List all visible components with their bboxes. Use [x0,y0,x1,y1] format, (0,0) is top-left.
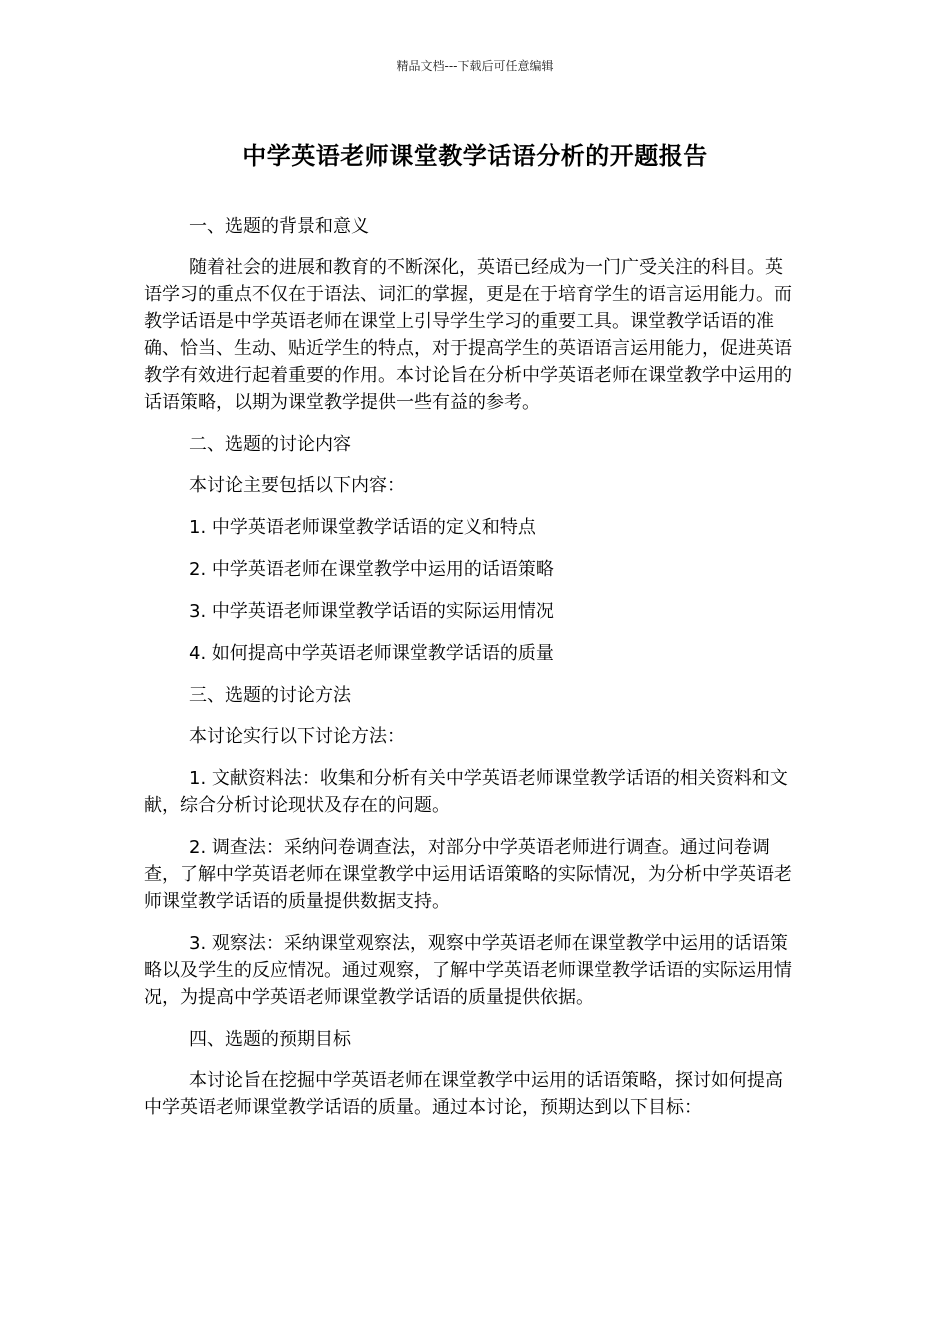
section-1-paragraph: 随着社会的进展和教育的不断深化，英语已经成为一门广受关注的科目。英语学习的重点不仅在于语法、词汇的掌握，更是在于培育学生的语言运用能力。而教学话语是中学英语老师在课堂上引导学生学习的重要工具。课堂教学话语的准确、恰当、生动、贴近学生的特点，对于提高学生的英语语言运用能力，促进英语教学有效进行起着重要的作用。本讨论旨在分析中学英语老师在课堂教学中运用的话语策略，以期为课堂教学提供一些有益的参考。 [144,257,792,413]
section-4-paragraph: 本讨论旨在挖掘中学英语老师在课堂教学中运用的话语策略，探讨如何提高中学英语老师课堂教学话语的质量。通过本讨论，预期达到以下目标： [144,1070,783,1118]
section-4-heading: 四、选题的预期目标 [189,1029,351,1050]
section-2-item: 2. 中学英语老师在课堂教学中运用的话语策略 [189,559,554,580]
section-3-item: 3. 观察法：采纳课堂观察法，观察中学英语老师在课堂教学中运用的话语策略以及学生的反应情况。通过观察，了解中学英语老师课堂教学话语的实际运用情况，为提高中学英语老师课堂教学话语的质量提供依据。 [144,933,792,1008]
section-3-item: 2. 调查法：采纳问卷调查法，对部分中学英语老师进行调查。通过问卷调查，了解中学英语老师在课堂教学中运用话语策略的实际情况，为分析中学英语老师课堂教学话语的质量提供数据支持。 [144,837,792,912]
document-body [144,213,796,1136]
section-3-item: 1. 文献资料法：收集和分析有关中学英语老师课堂教学话语的相关资料和文献，综合分析讨论现状及存在的问题。 [144,768,788,816]
section-2-item: 3. 中学英语老师课堂教学话语的实际运用情况 [189,601,554,622]
section-2-item: 4. 如何提高中学英语老师课堂教学话语的质量 [189,643,554,664]
section-3-heading: 三、选题的讨论方法 [189,685,351,706]
document-title: 中学英语老师课堂教学话语分析的开题报告 [242,142,708,170]
section-1-heading: 一、选题的背景和意义 [189,216,369,237]
section-2-item: 1. 中学英语老师课堂教学话语的定义和特点 [189,517,536,538]
page-header: 精品文档---下载后可任意编辑 [396,59,554,73]
section-3-intro: 本讨论实行以下讨论方法： [189,726,405,747]
section-2-intro: 本讨论主要包括以下内容： [189,475,405,496]
section-2-heading: 二、选题的讨论内容 [189,434,351,455]
